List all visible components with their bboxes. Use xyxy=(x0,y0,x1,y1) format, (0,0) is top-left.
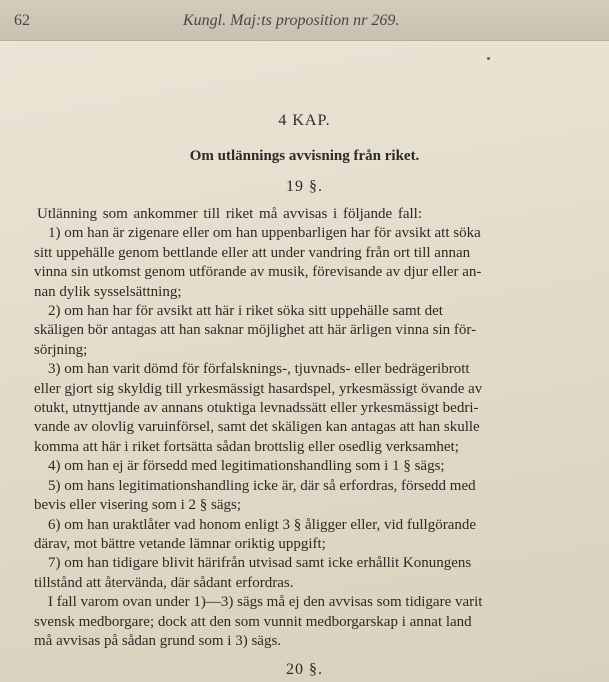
page-header xyxy=(0,0,609,41)
chapter-subtitle: Om utlännings avvisning från riket. xyxy=(189,148,420,164)
text-line: därav, mot bättre vetande lämnar oriktig uppgift; xyxy=(34,535,326,552)
text-line: 4) om han ej är försedd med legitimationshandling som i 1 § sägs; xyxy=(48,458,445,475)
text-line: vande av olovlig varuinförsel, samt det skäligen kan antagas att han skulle xyxy=(34,419,480,436)
text-line: 3) om han varit dömd för förfalsknings-, tjuvnads- eller bedrägeribrott xyxy=(48,361,470,378)
text-line: 2) om han har för avsikt att här i riket söka sitt uppehälle samt det xyxy=(48,303,443,320)
text-line: sörjning; xyxy=(34,341,88,358)
paper-speck xyxy=(487,57,490,60)
text-line: tillstånd att återvända, där sådant erfordras. xyxy=(34,574,294,591)
text-line: sitt uppehälle genom bettlande eller att under vandring från ort till annan xyxy=(34,244,471,261)
text-line: 5) om hans legitimationshandling icke är, där så erfordras, försedd med xyxy=(48,477,476,494)
text-line: Utlänning som ankommer till riket må avvisas i följande fall: xyxy=(37,206,423,222)
text-line: otukt, utnyttjande av annans otuktiga levnadssätt eller yrkesmässigt bedri- xyxy=(34,400,479,417)
chapter-title: 4 KAP. xyxy=(278,112,331,129)
text-line: nan dylik sysselsättning; xyxy=(34,283,182,300)
text-line: I fall varom ovan under 1)—3) sägs må ej den avvisas som tidigare varit xyxy=(48,594,483,611)
page-number: 62 xyxy=(14,12,30,29)
next-section-heading: 20 §. xyxy=(286,661,323,678)
text-line: 6) om han uraktlåter vad honom enligt 3 § åligger eller, vid fullgörande xyxy=(48,516,477,533)
text-line: 7) om han tidigare blivit härifrån utvisad samt icke erhållit Konungens xyxy=(48,555,472,572)
statute-text xyxy=(34,205,584,651)
text-line: vinna sin utkomst genom utförande av musik, förevisande av djur eller an- xyxy=(34,264,482,281)
text-line: svensk medborgare; dock att den som vunnit medborgarskap i annat land xyxy=(34,613,472,630)
text-line: 1) om han är zigenare eller om han uppenbarligen har för avsikt att söka xyxy=(48,225,481,242)
text-line: må avvisas på sådan grund som i 3) sägs. xyxy=(34,632,282,649)
text-line: bevis eller visering som i 2 § sägs; xyxy=(34,497,242,514)
text-line: skäligen bör antagas att han saknar möjlighet att här ärligen vinna sin för- xyxy=(34,322,477,339)
section-heading: 19 §. xyxy=(286,178,323,195)
text-line: komma att här i riket fortsätta sådan brottslig eller osedlig verksamhet; xyxy=(34,438,459,455)
running-head: Kungl. Maj:ts proposition nr 269. xyxy=(183,12,400,29)
text-line: eller gjort sig skyldig till yrkesmässigt hasardspel, yrkesmässigt övande av xyxy=(34,380,483,397)
